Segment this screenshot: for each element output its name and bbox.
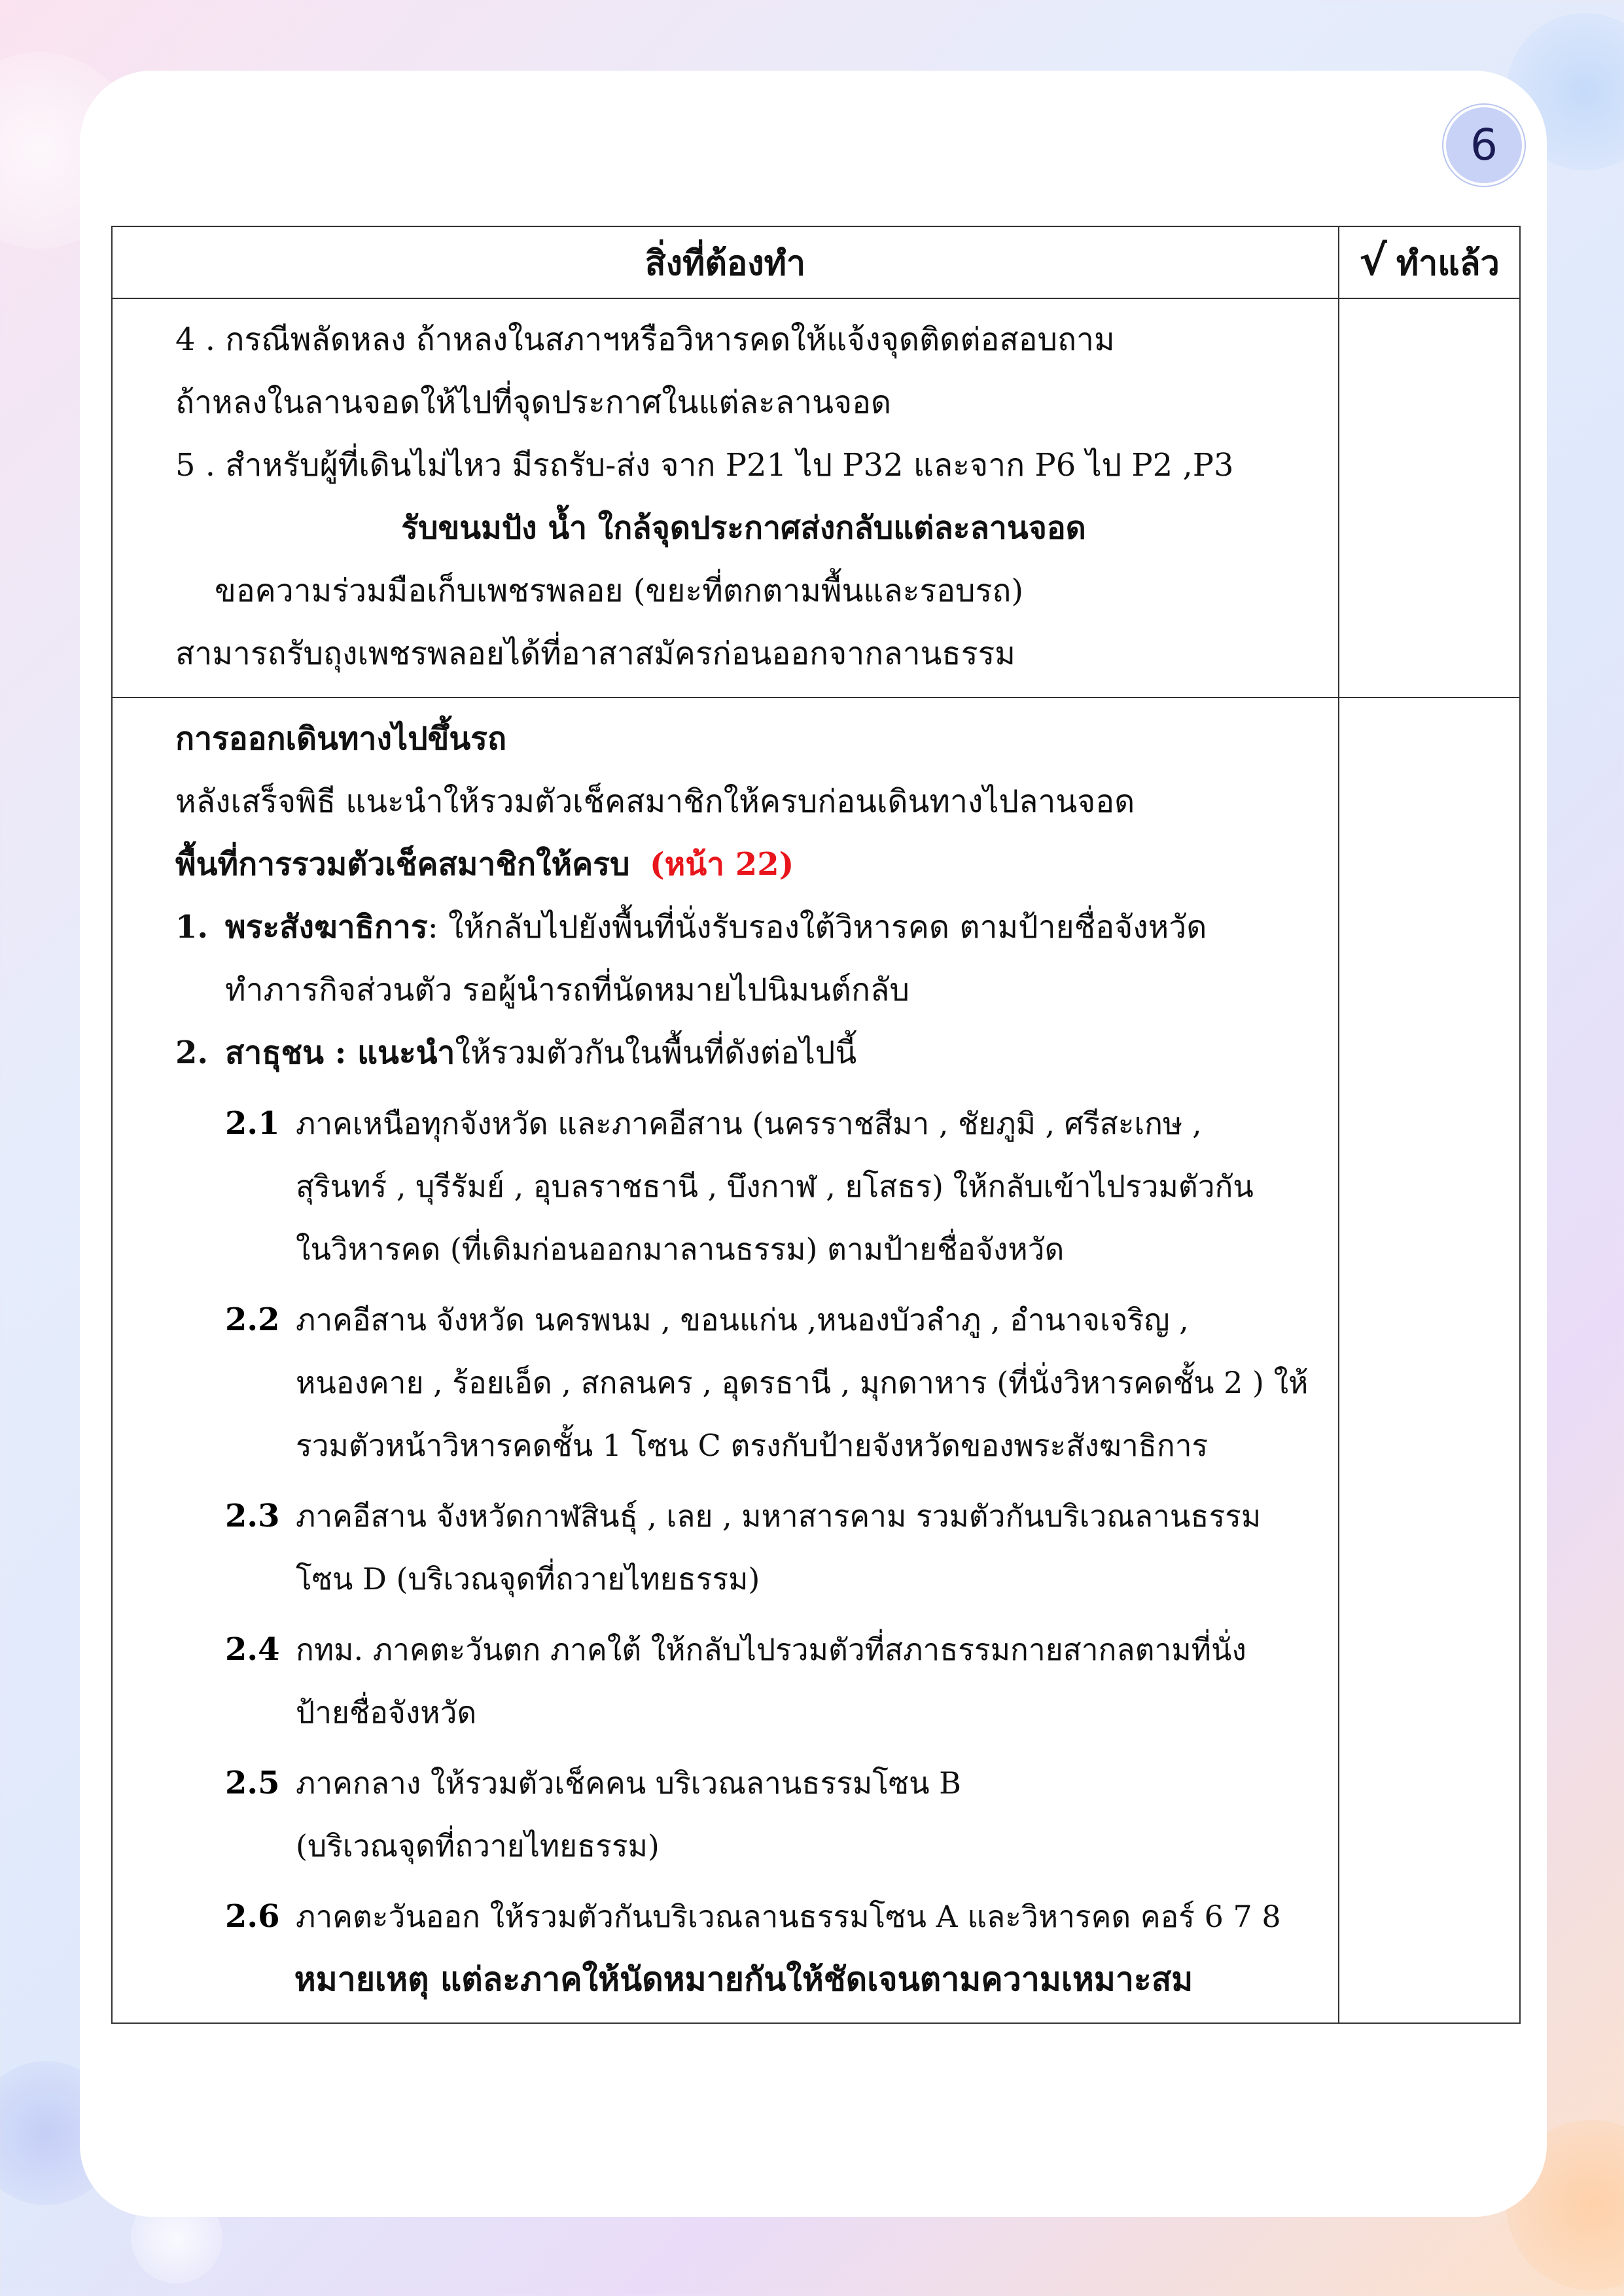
sub-item-line: หนองคาย , ร้อยเอ็ด , สกลนคร , อุดรธานี , มุกดาหาร (ที่นั่งวิหารคดชั้น 2 ) ให้ [296,1365,1309,1400]
sub-item-2-1 [225,1092,1312,1280]
done-checkbox-cell[interactable] [1339,298,1520,698]
sub-item-line: ภาคกลาง ให้รวมตัวเช็คคน บริเวณลานธรรมโซน B [296,1765,961,1801]
sub-item-number: 2.4 [225,1631,280,1668]
sub-item-line: ภาคตะวันออก ให้รวมตัวกันบริเวณลานธรรมโซน A และวิหารคด คอร์ 6 7 8 [296,1899,1281,1934]
sub-item-line: ป้ายชื่อจังหวัด [296,1695,477,1730]
sub-item-line: ภาคเหนือทุกจังหวัด และภาคอีสาน (นครราชสีมา , ชัยภูมิ , ศรีสะเกษ , [296,1106,1202,1141]
done-header-label: ทำแล้ว [1396,243,1500,283]
sub-item-number: 2.6 [225,1898,280,1935]
item-label: พระสังฆาธิการ [225,909,428,945]
checkmark-icon: √ [1359,236,1387,285]
sub-item-number: 2.1 [225,1105,280,1142]
cleanup-request-line: ขอความร่วมมือเก็บเพชรพลอย (ขยะที่ตกตามพื้นและรอบรถ) [215,573,1024,609]
departure-title: การออกเดินทางไปขึ้นรถ [175,720,507,757]
sub-item-line: สุรินทร์ , บุรีรัมย์ , อุบลราชธานี , บึงกาฬ , ยโสธร) ให้กลับเข้าไปรวมตัวกัน [296,1169,1254,1204]
gathering-area-line [175,833,1312,896]
page-number-badge: 6 [1443,105,1525,186]
sub-item-number: 2.3 [225,1498,280,1534]
item-text-continued: ทำภารกิจส่วนตัว รอผู้นำรถที่นัดหมายไปนิมนต์กลับ [225,972,909,1008]
sub-item-2-2 [225,1288,1312,1477]
sub-item-2-5 [225,1752,1312,1877]
lost-inside-line: 4 . กรณีพลัดหลง ถ้าหลงในสภาฯหรือวิหารคดให้แจ้งจุดติดต่อสอบถาม [175,321,1115,358]
sub-item-line: โซน D (บริเวณจุดที่ถวายไทยธรรม) [296,1561,760,1597]
table-header-row [112,226,1520,298]
task-column-header: สิ่งที่ต้องทำ [112,226,1339,298]
task-cell-departure [112,698,1339,2023]
sub-item-line: รวมตัวหน้าวิหารคดชั้น 1 โซน C ตรงกับป้ายจังหวัดของพระสังฆาธิการ [296,1428,1209,1463]
page-reference: (หน้า 22) [649,846,794,883]
sub-item-2-4 [225,1618,1312,1744]
checklist-table [111,226,1521,2024]
cleanup-bag-line: สามารถรับถุงเพชรพลอยได้ที่อาสาสมัครก่อนออกจากลานธรรม [175,635,1015,672]
list-item-monks [175,896,1312,1021]
table-row [112,298,1520,698]
sub-item-line: (บริเวณจุดที่ถวายไทยธรรม) [296,1828,660,1863]
shuttle-line: 5 . สำหรับผู้ที่เดินไม่ไหว มีรถรับ-ส่ง จาก P21 ไป P32 และจาก P6 ไป P2 ,P3 [175,447,1234,484]
list-item-laypeople [175,1021,1312,1084]
item-label: สาธุชน : แนะนำ [225,1034,455,1071]
sub-item-number: 2.2 [225,1301,280,1338]
departure-intro: หลังเสร็จพิธี แนะนำให้รวมตัวเช็คสมาชิกให้ครบก่อนเดินทางไปลานจอด [175,783,1135,820]
sub-item-line: ในวิหารคด (ที่เดิมก่อนออกมาลานธรรม) ตามป้ายชื่อจังหวัด [296,1231,1065,1267]
gathering-area-label: พื้นที่การรวมตัวเช็คสมาชิกให้ครบ [175,846,630,883]
task-cell-lost-and-services [112,298,1339,698]
item-text: : ให้กลับไปยังพื้นที่นั่งรับรองใต้วิหารคด ตามป้ายชื่อจังหวัด [427,909,1207,945]
done-checkbox-cell[interactable] [1339,698,1520,2023]
item-number: 2. [175,1034,209,1071]
sub-item-2-6 [225,1885,1312,1948]
remark-note: หมายเหตุ แต่ละภาคให้นัดหมายกันให้ชัดเจนตามความเหมาะสม [294,1960,1193,1998]
sub-item-line: ภาคอีสาน จังหวัดกาฬสินธุ์ , เลย , มหาสารคาม รวมตัวกันบริเวณลานธรรม [296,1498,1262,1534]
item-text: ให้รวมตัวกันในพื้นที่ดังต่อไปนี้ [455,1034,857,1071]
snack-pickup-line: รับขนมปัง น้ำ ใกล้จุดประกาศส่งกลับแต่ละลานจอด [401,510,1086,546]
sub-item-2-3 [225,1485,1312,1610]
sub-item-line: กทม. ภาคตะวันตก ภาคใต้ ให้กลับไปรวมตัวที่สภาธรรมกายสากลตามที่นั่ง [296,1632,1246,1667]
table-row [112,698,1520,2023]
sub-item-number: 2.5 [225,1765,280,1801]
done-column-header [1339,226,1520,298]
sub-item-line: ภาคอีสาน จังหวัด นครพนม , ขอนแก่น ,หนองบัวลำภู , อำนาจเจริญ , [296,1302,1189,1337]
lost-parking-line: ถ้าหลงในลานจอดให้ไปที่จุดประกาศในแต่ละลานจอด [175,384,892,421]
item-number: 1. [175,909,209,945]
